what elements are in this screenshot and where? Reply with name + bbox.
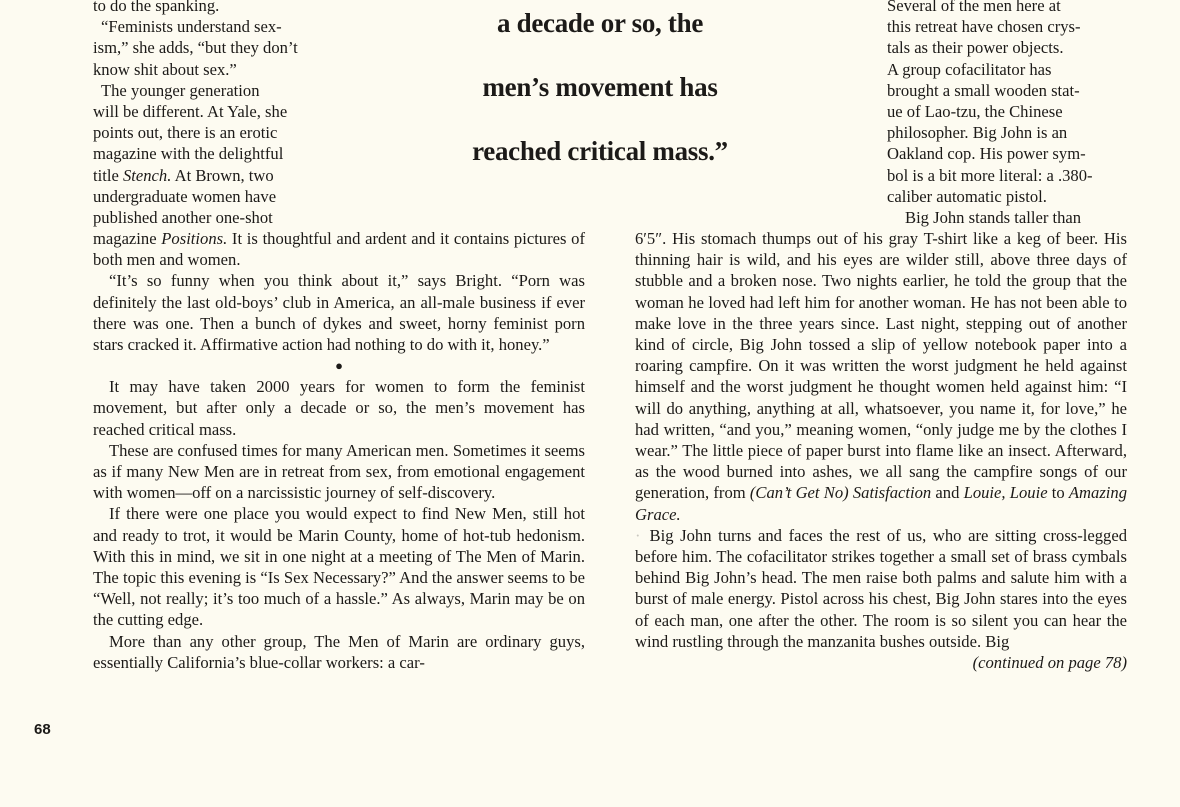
text-line: The younger generation [101, 80, 260, 100]
page-number: 68 [34, 721, 51, 738]
text-line: this retreat have chosen crys- [887, 17, 1081, 37]
text-line: Several of the men here at [887, 0, 1061, 15]
paragraph [93, 228, 585, 270]
text-line: ism,” she adds, “but they don’t [93, 38, 298, 58]
text-line: A group cofacilitator has [887, 59, 1052, 79]
section-separator: ● [335, 358, 343, 374]
magazine-title: Stench. [122, 165, 172, 185]
text-line: undergraduate women have [93, 186, 277, 206]
right-column-top [887, 0, 1127, 228]
text-span: title [93, 165, 123, 185]
text-line: will be different. At Yale, she [93, 102, 288, 122]
pull-quote-line-2: men’s movement has [482, 72, 718, 102]
paragraph: “It’s so funny when you think about it,” says Bright. “Porn was definitely the last old-boys’ club in America, an all-male business if ever there was one. Then a bunch of dykes and sweet, horny feminist porn stars cracked it. Affirmative action had nothing to do with it, honey.” [93, 271, 585, 355]
text-line [93, 165, 333, 186]
right-column-body [635, 228, 1127, 673]
pull-quote-line-1: a decade or so, the [496, 8, 704, 38]
magazine-title: Positions. [161, 229, 228, 248]
text-line: published another one-shot [93, 208, 273, 228]
text-line: to do the spanking. [93, 0, 220, 15]
text-line: brought a small wooden stat- [887, 80, 1080, 100]
continued-note: (continued on page 78) [972, 653, 1127, 673]
text-line: caliber automatic pistol. [887, 186, 1047, 206]
text-line: Big John stands taller than [905, 208, 1082, 228]
text-span: At Brown, two [171, 165, 274, 185]
stray-mark: · [635, 525, 641, 545]
text-line: tals as their power objects. [887, 38, 1064, 58]
paragraph: These are confused times for many American men. Sometimes it seems as if many New Men are in retreat from sex, from emotional engagement with women—off on a narcissistic journey of self-discovery. [93, 440, 585, 503]
left-column-body [93, 228, 585, 673]
text-line: “Feminists understand sex- [101, 17, 282, 37]
text-span: magazine [93, 229, 162, 248]
text-line: magazine with the delightful [93, 144, 284, 164]
paragraph: It may have taken 2000 years for women to form the feminist movement, but after only a decade or so, the men’s movement has reached critical mass. [93, 377, 585, 439]
pull-quote-line-3: reached critical mass.” [472, 136, 728, 166]
text-span: Big John turns and faces the rest of us, who are sitting cross-legged before him. The cofacilitator strikes together a small set of brass cymbals behind Big John’s head. The men raise both palms and salute him with a burst of male energy. Pistol across his chest, Big John stares into the eyes of each man, one after the other. The room is so silent you can hear the wind rustling through the manzanita bushes outside. Big [635, 525, 1127, 651]
text-line: ue of Lao-tzu, the Chinese [887, 102, 1063, 122]
paragraph: If there were one place you would expect to find New Men, still hot and ready to trot, it would be Marin County, home of hot-tub hedonism. With this in mind, we sit in one night at a meeting of The Men of Marin. The topic this evening is “Is Sex Necessary?” And the answer seems to be “Well, not really; it’s too much of a hassle.” As always, Marin may be on the cutting edge. [93, 504, 585, 630]
text-line: points out, there is an erotic [93, 123, 278, 143]
left-column-top [93, 0, 333, 228]
text-span: to [1047, 483, 1069, 503]
text-span: It is thoughtful and ardent and it contains pictures of both men and women. [93, 229, 585, 270]
paragraph: More than any other group, The Men of Marin are ordinary guys, essentially California’s blue-collar workers: a car- [93, 631, 585, 672]
song-title: (Can’t Get No) Satisfaction [749, 483, 932, 503]
paragraph [635, 525, 1127, 652]
text-span: 6′5″. His stomach thumps out of his gray T-shirt like a keg of beer. His thinning hair is wild, and his eyes are wilder still, above three days of stubble and a broken nose. Two nights earlier, he told the group that the woman he loved had left him for another woman. He has not been able to make love in the three years since. Last night, stepping out of another kind of circle, Big John tossed a slip of yellow notebook paper into a roaring campfire. On it was written the worst judgment he held against himself and the worst judgment he thought women held against him: “I will do anything, anything at all, whatsoever, you name it, for love,” he had written, “and you,” meaning women, “only judge me by the clothes I wear.” The little piece of paper burst into flame like an insect. Afterward, as the wood burned into ashes, we all sang the campfire songs of our generation, from [635, 229, 1127, 503]
text-line: philosopher. Big John is an [887, 123, 1068, 143]
text-line: Oakland cop. His power sym- [887, 144, 1086, 164]
paragraph [635, 228, 1127, 525]
song-title: Amazing Grace. [635, 483, 1127, 524]
text-line: bol is a bit more literal: a .380- [887, 165, 1093, 185]
song-title: Louie, Louie [963, 483, 1048, 503]
text-line: know shit about sex.” [93, 59, 237, 79]
text-span: and [931, 483, 964, 503]
